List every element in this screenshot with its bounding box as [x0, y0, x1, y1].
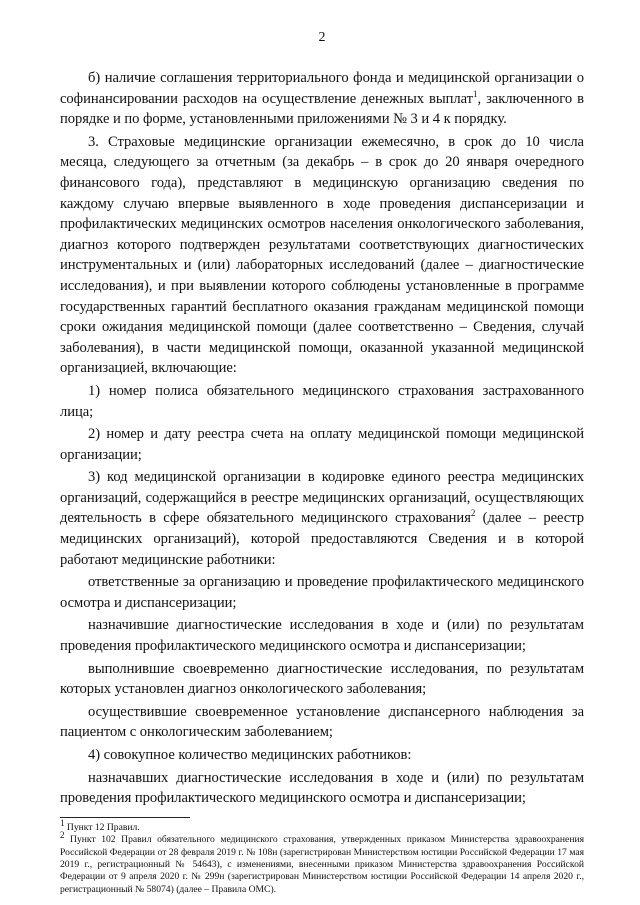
list-item-4: 4) совокупное количество медицинских работников: [88, 747, 412, 763]
sub-item-prescribed: назначившие диагностические исследования в ходе и (или) по результатам проведения профилактического медицинского осмотра и диспансеризации; [60, 617, 584, 655]
sub-item-responsible: ответственные за организацию и проведение профилактического медицинского осмотра и диспансеризации; [60, 574, 584, 611]
footnote-ref-1[interactable]: 1 [472, 88, 478, 99]
list-item-1: 1) номер полиса обязательного медицинского страхования застрахованного лица; [60, 382, 584, 420]
sub-item-prescribing: назначавших диагностические исследования в ходе и (или) по результатам проведения профилактического медицинского осмотра и диспансеризации; [60, 769, 584, 807]
footnote-ref-2[interactable]: 2 [470, 508, 476, 519]
sub-item-performed: выполнившие своевременно диагностические исследования, по результатам которых установлен диагноз онкологического заболевания; [60, 660, 584, 698]
footnote-separator [60, 817, 190, 818]
document-body [60, 68, 584, 809]
paragraph-b: б) наличие соглашения территориального фонда и медицинской организации о софинансировании расходов на осуществление денежных выплат$^1$, заключенного в порядке и по форме, установленными приложениями № 3 и 4 к порядку. [60, 70, 584, 128]
footnotes [60, 817, 584, 896]
page-number: 2 [318, 30, 326, 45]
list-item-2: 2) номер и дату реестра счета на оплату медицинской помощи медицинской организации; [60, 426, 584, 463]
list-item-3: 3) код медицинской организации в кодировке единого реестра медицинских организаций, содержащийся в реестре медицинских организаций, осуществляющих деятельность в сфере обязательного медицинского страхования$^2$ (далее – реестр медицинских организаций), которой предоставляются Сведения и в которой работают медицинские работники: [60, 469, 584, 568]
footnote-2: $^2$ Пункт 102 Правил обязательного медицинского страхования, утвержденных приказом Министерства здравоохранения Российской Федерации от 28 февраля 2019 г. № 108н (зарегистрирован Министерством юстиции Российской Федерации 17 мая 2019 г., регистрационный № 54643), с изменениями, внесенными приказом Министерства здравоохранения Российской Федерации от 9 апреля 2020 г. № 299н (зарегистрирован Министерством юстиции Российской Федерации 14 апреля 2020 г., регистрационный № 58074) (далее – Правила ОМС). [60, 830, 584, 895]
footnote-1: $^1$ Пункт 12 Правил. [60, 817, 140, 833]
paragraph-3: 3. Страховые медицинские организации ежемесячно, в срок до 10 числа месяца, следующего за отчетным (за декабрь – в срок до 20 января очередного финансового года), представляют в медицинскую организацию сведения по каждому случаю впервые выявленного в ходе проведения диспансеризации и профилактических медицинских осмотров населения онкологического заболевания, диагноз которого подтвержден результатами соответствующих диагностических инструментальных и (или) лабораторных исследований (далее – диагностические исследования), и при выявлении которого соблюдены установленные в программе государственных гарантий бесплатного оказания гражданам медицинской помощи сроки ожидания медицинской помощи (далее соответственно – Сведения, случай заболевания), в части медицинской помощи, оказанной указанной медицинской организацией, включающие: [60, 133, 584, 377]
sub-item-observation: осуществившие своевременное установление диспансерного наблюдения за пациентом с онкологическим заболеванием; [60, 703, 584, 741]
